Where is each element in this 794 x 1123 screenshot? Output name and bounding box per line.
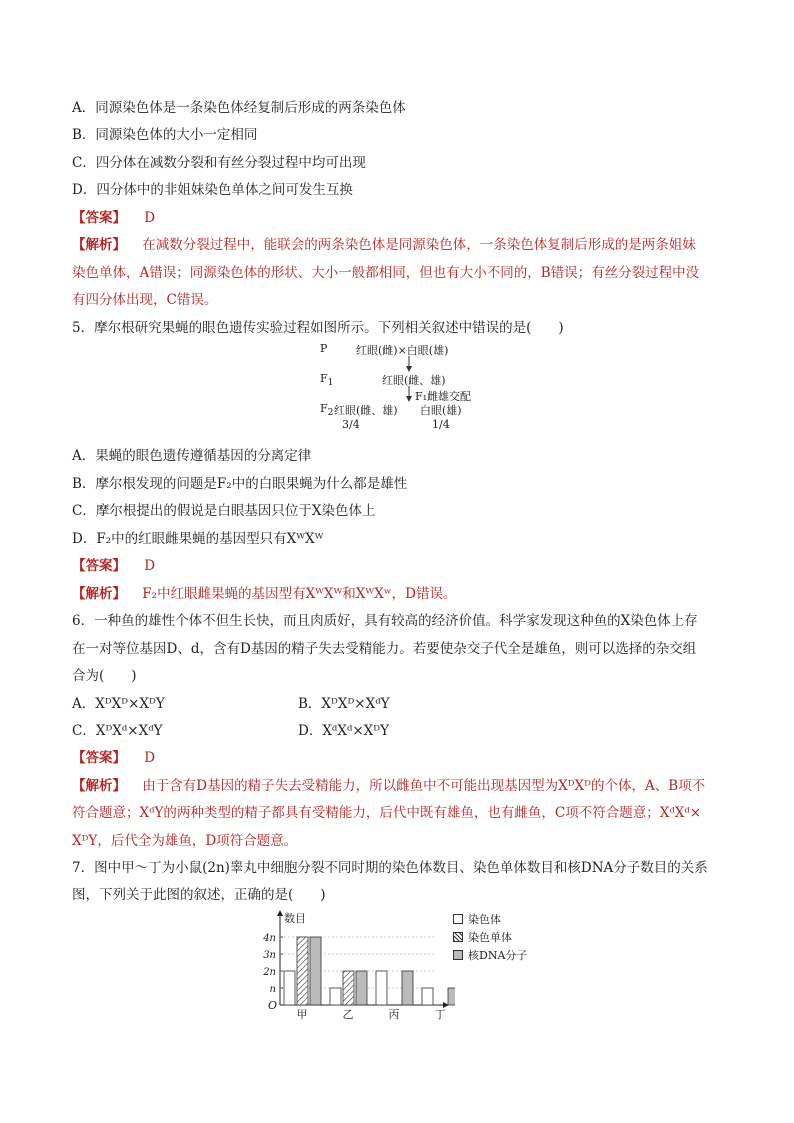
bar-dna <box>402 971 413 1005</box>
cross-arrows <box>320 342 480 432</box>
q4-option-c: C．四分体在减数分裂和有丝分裂过程中均可出现 <box>72 155 366 171</box>
ratio-right: 1/4 <box>432 418 450 431</box>
q5-answer: D <box>144 558 156 574</box>
cross-text: F₁雌雄交配 <box>415 390 472 403</box>
f2-left: 红眼(雌、雄) <box>334 404 398 417</box>
q6-stem-1: 6．一种鱼的雄性个体不但生长快，而且肉质好，具有较高的经济价值。科学家发现这种鱼的X染色体上存 <box>72 613 698 629</box>
x-tick-label: 乙 <box>342 1008 354 1020</box>
origin-label: O <box>268 999 278 1012</box>
q4-answer-line <box>72 206 155 226</box>
p-label: P <box>320 342 328 355</box>
q5-analysis-text: F₂中红眼雌果蝇的基因型有XᵂXᵂ和XᵂXʷ，D错误。 <box>142 586 457 602</box>
q6-analysis-line-1 <box>72 774 705 794</box>
q5-option-d: D．F₂中的红眼雌果蝇的基因型只有XᵂXᵂ <box>72 531 324 547</box>
bar-dna <box>310 937 321 1005</box>
q7-bar-chart <box>255 908 455 1020</box>
analysis-label: 【解析】 <box>72 778 126 794</box>
answer-label: 【答案】 <box>72 750 126 766</box>
legend-item-dna: 核DNA分子 <box>453 946 527 964</box>
bar-chromatid <box>343 971 354 1005</box>
q6-option-c: C．XᴰXᵈ×XᵈY <box>72 723 163 739</box>
q6-answer-line <box>72 746 155 766</box>
y-tick-label: 3n <box>263 950 276 961</box>
f2-label: $F_2$ <box>320 402 334 419</box>
q5-option-b: B．摩尔根发现的问题是F₂中的白眼果蝇为什么都是雄性 <box>72 476 408 492</box>
q5-answer-line <box>72 554 155 574</box>
q6-analysis-line-3: XᴰY，后代全为雄鱼，D项符合题意。 <box>72 833 298 849</box>
x-tick-label: 甲 <box>296 1008 308 1020</box>
x-tick-label: 丁 <box>434 1008 446 1020</box>
y-axis-label: 数目 <box>284 912 306 925</box>
analysis-label: 【解析】 <box>72 237 126 253</box>
f2-right: 白眼(雄) <box>420 404 462 417</box>
q6-analysis-text: 由于含有D基因的精子失去受精能力，所以雌鱼中不可能出现基因型为XᴰXᴰ的个体，A、B项不 <box>142 778 706 794</box>
q6-stem-3: 合为( ) <box>72 668 137 684</box>
bar-chromosome <box>330 988 341 1005</box>
analysis-label: 【解析】 <box>72 586 126 602</box>
q7-stem-2: 图，下列关于此图的叙述，正确的是( ) <box>72 887 326 903</box>
y-tick-label: 2n <box>263 967 276 978</box>
q4-option-b: B．同源染色体的大小一定相同 <box>72 127 258 143</box>
q6-answer: D <box>144 750 156 766</box>
q4-analysis-line-1 <box>72 233 696 253</box>
q7-legend <box>453 910 527 964</box>
x-tick-label: 丙 <box>388 1008 400 1020</box>
answer-label: 【答案】 <box>72 558 126 574</box>
bar-chromosome <box>284 971 295 1005</box>
legend-item-chromatid: 染色单体 <box>453 928 527 946</box>
q6-analysis-line-2: 符合题意；XᵈY的两种类型的精子都具有受精能力，后代中既有雄鱼，也有雌鱼，C项不符合题意；XᵈXᵈ× <box>72 805 702 821</box>
bar-chromosome <box>376 971 387 1005</box>
q4-answer: D <box>144 210 156 226</box>
legend-item-chromosome: 染色体 <box>453 910 527 928</box>
p-text: 红眼(雌)×白眼(雄) <box>356 344 449 357</box>
ratio-left: 3/4 <box>342 418 360 431</box>
bar-chromosome <box>422 988 433 1005</box>
q6-option-d: D．XᵈXᵈ×XᴰY <box>298 723 389 739</box>
q4-option-a: A．同源染色体是一条染色体经复制后形成的两条染色体 <box>72 100 406 116</box>
f1-label: $F_1$ <box>320 372 334 389</box>
q5-option-a: A．果蝇的眼色遗传遵循基因的分离定律 <box>72 448 312 464</box>
q5-option-c: C．摩尔根提出的假说是白眼基因只位于X染色体上 <box>72 503 376 519</box>
q5-figure <box>320 342 480 432</box>
y-tick-label: 4n <box>263 933 276 944</box>
q5-stem: 5．摩尔根研究果蝇的眼色遗传实验过程如图所示。下列相关叙述中错误的是( ) <box>72 320 564 336</box>
q6-stem-2: 在一对等位基因D、d，含有D基因的精子失去受精能力。若要使杂交子代全是雄鱼，则可以选择的杂交组 <box>72 641 697 657</box>
q4-analysis-line-2: 染色单体，A错误；同源染色体的形状、大小一般都相同，但也有大小不同的，B错误；有丝分裂过程中没 <box>72 265 700 281</box>
bar-dna <box>356 971 367 1005</box>
bar-chromatid <box>297 937 308 1005</box>
y-tick-label: n <box>269 984 276 995</box>
q4-analysis-text: 在减数分裂过程中，能联会的两条染色体是同源染色体，一条染色体复制后形成的是两条姐妹 <box>142 237 696 253</box>
q6-option-a: A．XᴰXᴰ×XᴰY <box>72 696 165 712</box>
y-axis-arrow <box>277 910 283 916</box>
q7-stem-1: 7．图中甲～丁为小鼠(2n)睾丸中细胞分裂不同时期的染色体数目、染色单体数目和核DNA分子数目的关系 <box>72 860 708 876</box>
q6-option-b: B．XᴰXᴰ×XᵈY <box>298 696 390 712</box>
f1-text: 红眼(雌、雄) <box>382 374 446 387</box>
q4-option-d: D．四分体中的非姐妹染色单体之间可发生互换 <box>72 182 353 198</box>
answer-label: 【答案】 <box>72 210 126 226</box>
bar-dna <box>448 988 455 1005</box>
q4-analysis-line-3: 有四分体出现，C错误。 <box>72 292 218 308</box>
q5-analysis <box>72 582 456 602</box>
